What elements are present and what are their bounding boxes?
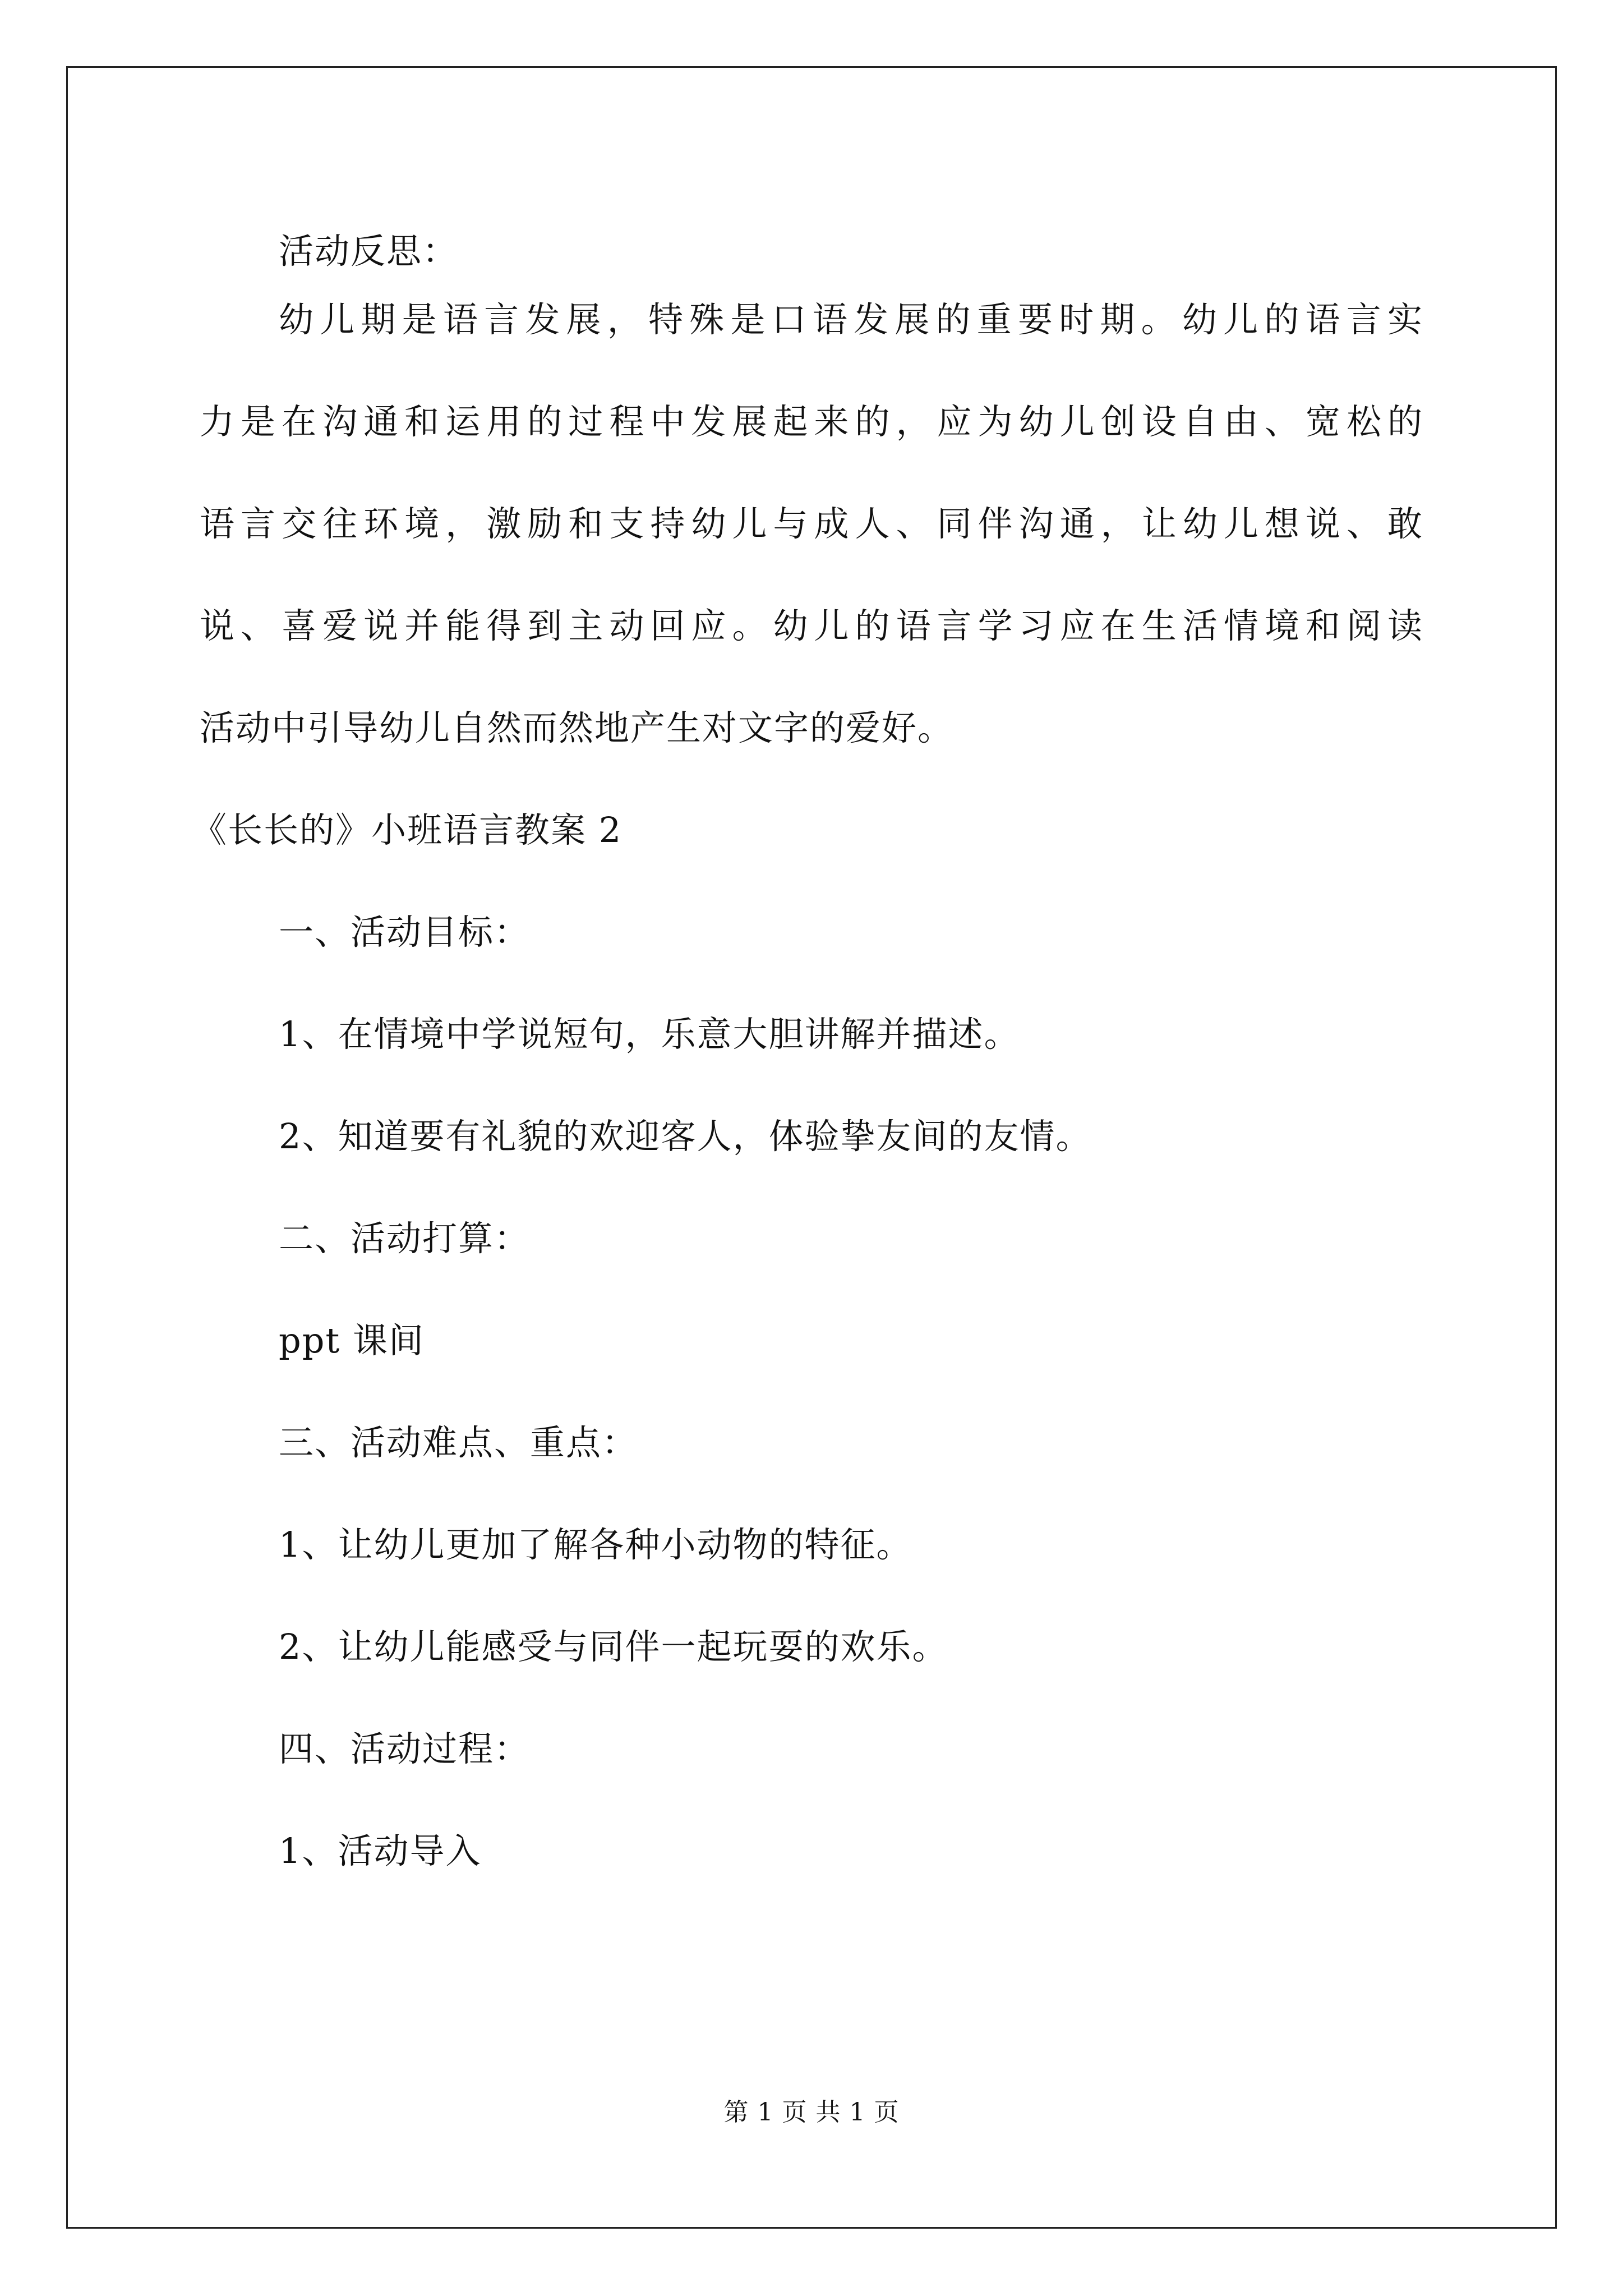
goal-item-1: 1、在情境中学说短句，乐意大胆讲解并描述。 — [279, 1014, 1020, 1055]
goals-heading: 一、活动目标： — [279, 912, 531, 953]
reflection-heading: 活动反思： — [279, 231, 459, 272]
focus-item-2: 2、让幼儿能感受与同伴一起玩耍的欢乐。 — [279, 1626, 948, 1667]
reflection-paragraph-line-4: 说、喜爱说并能得到主动回应。幼儿的语言学习应在生活情境和阅读 — [200, 605, 1423, 646]
focus-item-1: 1、让幼儿更加了解各种小动物的特征。 — [279, 1524, 912, 1565]
lesson-title: 《长长的》小班语言教案 2 — [192, 809, 623, 850]
prep-heading: 二、活动打算： — [279, 1218, 531, 1259]
reflection-paragraph-line-2: 力是在沟通和运用的过程中发展起来的，应为幼儿创设自由、宽松的 — [200, 401, 1423, 442]
reflection-paragraph-line-3: 语言交往环境，激励和支持幼儿与成人、同伴沟通，让幼儿想说、敢 — [200, 503, 1423, 544]
reflection-paragraph-line-1: 幼儿期是语言发展，特殊是口语发展的重要时期。幼儿的语言实 — [279, 299, 1423, 340]
page-number-footer: 第 1 页 共 1 页 — [723, 2098, 900, 2127]
prep-item: ppt 课间 — [279, 1320, 425, 1361]
process-heading: 四、活动过程： — [279, 1728, 531, 1769]
goal-item-2: 2、知道要有礼貌的欢迎客人，体验挚友间的友情。 — [279, 1116, 1092, 1157]
reflection-paragraph-line-5: 活动中引导幼儿自然而然地产生对文字的爱好。 — [200, 707, 954, 748]
focus-heading: 三、活动难点、重点： — [279, 1422, 638, 1463]
process-item-1: 1、活动导入 — [279, 1830, 482, 1871]
